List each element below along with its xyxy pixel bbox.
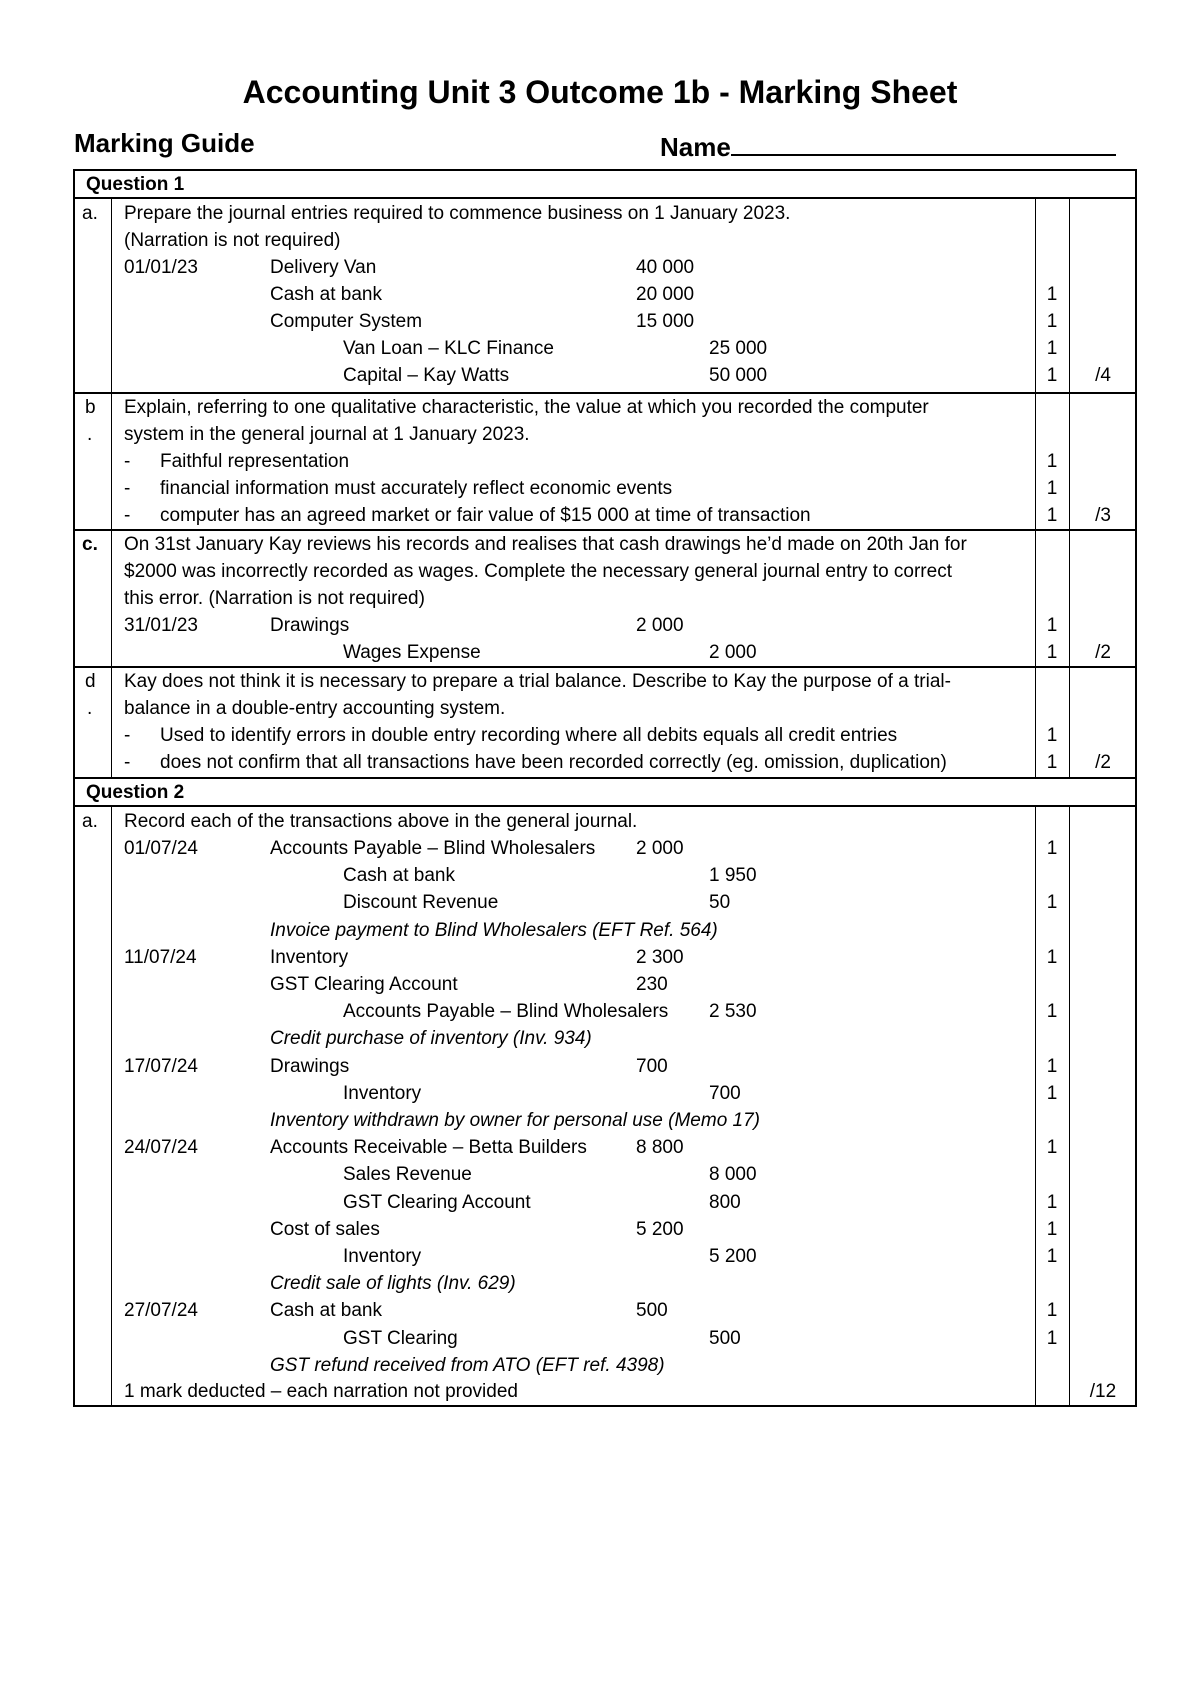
mark-value: 1 — [1046, 505, 1058, 526]
mark-value: 1 — [1046, 1082, 1058, 1104]
marking-guide-heading: Marking Guide — [74, 128, 255, 158]
account-name: Accounts Receivable – Betta Builders — [270, 1137, 587, 1159]
mark-value: 1 — [1046, 1246, 1058, 1267]
column-divider — [111, 197, 112, 392]
mark-value: 1 — [1046, 311, 1058, 332]
part-total: /2 — [1095, 752, 1111, 773]
narration: Credit purchase of inventory (Inv. 934) — [270, 1028, 592, 1050]
mark-value: 1 — [1046, 615, 1058, 636]
credit-amount: 500 — [709, 1327, 741, 1349]
credit-amount: 2 530 — [709, 1001, 757, 1023]
account-name: Discount Revenue — [343, 892, 499, 914]
debit-amount: 40 000 — [636, 257, 695, 278]
debit-amount: 500 — [636, 1300, 668, 1322]
account-name: Inventory — [343, 1082, 422, 1104]
part-a-prompt: Prepare the journal entries required to commence business on 1 January 2023. — [124, 203, 791, 224]
q2-part-a-letter: a. — [82, 811, 98, 832]
debit-amount: 2 000 — [636, 838, 684, 859]
credit-amount: 1 950 — [709, 865, 757, 887]
column-divider — [111, 392, 112, 777]
mark-value: 1 — [1046, 642, 1058, 663]
mark-value: 1 — [1046, 365, 1058, 386]
credit-amount: 50 000 — [709, 365, 768, 386]
debit-amount: 2 000 — [636, 615, 684, 636]
mark-value: 1 — [1046, 1055, 1058, 1077]
bullet-dash: - — [124, 478, 131, 499]
debit-amount: 700 — [636, 1055, 668, 1077]
account-name: GST Clearing Account — [270, 974, 458, 995]
part-b-letter: b — [85, 397, 96, 418]
account-name: Van Loan – KLC Finance — [343, 338, 554, 359]
mark-value: 1 — [1046, 451, 1058, 472]
debit-amount: 5 200 — [636, 1218, 684, 1240]
account-name: Capital – Kay Watts — [343, 365, 510, 386]
part-d-prompt: Kay does not think it is necessary to prepare a trial balance. Describe to Kay the purpose of a trial- — [124, 671, 951, 692]
account-name: Sales Revenue — [343, 1164, 472, 1186]
narration: Invoice payment to Blind Wholesalers (EFT Ref. 564) — [270, 919, 718, 941]
credit-amount: 800 — [709, 1191, 741, 1213]
account-name: GST Clearing — [343, 1327, 458, 1349]
row-divider — [73, 777, 1137, 779]
part-total: /12 — [1089, 1381, 1117, 1402]
bullet-dash: - — [124, 451, 131, 472]
debit-amount: 15 000 — [636, 311, 695, 332]
account-name: Drawings — [270, 1055, 350, 1077]
part-c-prompt: $2000 was incorrectly recorded as wages. Complete the necessary general journal entry to correct — [124, 561, 952, 582]
name-field — [660, 128, 1116, 163]
part-c-prompt: On 31st January Kay reviews his records and realises that cash drawings he’d made on 20th Jan for — [124, 534, 967, 555]
part-d-prompt: balance in a double-entry accounting system. — [124, 698, 506, 719]
account-name: Cash at bank — [270, 1300, 382, 1322]
narration-deduction-note: 1 mark deducted – each narration not provided — [124, 1381, 518, 1402]
q2-part-a-prompt: Record each of the transactions above in the general journal. — [124, 811, 638, 832]
page-title: Accounting Unit 3 Outcome 1b - Marking Sheet — [242, 74, 958, 110]
account-name: Inventory — [343, 1246, 422, 1267]
account-name: Wages Expense — [343, 642, 481, 663]
narration: Credit sale of lights (Inv. 629) — [270, 1273, 516, 1295]
debit-amount: 230 — [636, 974, 668, 995]
account-name: Accounts Payable – Blind Wholesalers — [270, 838, 596, 859]
mark-value: 1 — [1046, 338, 1058, 359]
part-c-letter: c. — [82, 534, 98, 555]
mark-value: 1 — [1046, 725, 1058, 746]
column-divider — [1035, 805, 1036, 1407]
narration: Inventory withdrawn by owner for personal use (Memo 17) — [270, 1110, 761, 1131]
bullet-dash: - — [124, 752, 131, 773]
answer-point: computer has an agreed market or fair value of $15 000 at time of transaction — [160, 505, 811, 526]
name-line — [731, 128, 1116, 156]
part-a-note: (Narration is not required) — [124, 230, 341, 251]
journal-date: 31/01/23 — [124, 615, 198, 636]
part-total: /2 — [1095, 642, 1111, 663]
journal-date: 01/07/24 — [124, 838, 198, 859]
question-1-heading: Question 1 — [86, 174, 185, 195]
credit-amount: 5 200 — [709, 1246, 757, 1267]
mark-value: 1 — [1046, 1218, 1058, 1240]
account-name: Inventory — [270, 946, 349, 968]
bullet-dash: - — [124, 505, 131, 526]
debit-amount: 20 000 — [636, 284, 695, 305]
question-2-heading: Question 2 — [86, 782, 185, 803]
column-divider — [111, 805, 112, 1407]
debit-amount: 8 800 — [636, 1137, 684, 1159]
mark-value: 1 — [1046, 1191, 1058, 1213]
column-divider — [1035, 197, 1036, 777]
credit-amount: 25 000 — [709, 338, 768, 359]
journal-date: 11/07/24 — [124, 946, 197, 968]
answer-point: financial information must accurately reflect economic events — [160, 478, 673, 499]
credit-amount: 50 — [709, 892, 731, 914]
account-name: Drawings — [270, 615, 350, 636]
credit-amount: 2 000 — [709, 642, 757, 663]
account-name: Computer System — [270, 311, 423, 332]
mark-value: 1 — [1046, 284, 1058, 305]
column-divider — [1069, 197, 1070, 777]
name-label: Name — [660, 132, 731, 162]
marking-table — [73, 169, 1137, 1407]
row-divider — [73, 805, 1137, 807]
part-b-prompt: system in the general journal at 1 January 2023. — [124, 424, 530, 445]
mark-value: 1 — [1046, 1137, 1058, 1159]
part-d-letter-dot: . — [87, 698, 93, 719]
journal-date: 24/07/24 — [124, 1137, 198, 1159]
debit-amount: 2 300 — [636, 946, 684, 968]
account-name: Accounts Payable – Blind Wholesalers — [343, 1001, 669, 1023]
mark-value: 1 — [1046, 1001, 1058, 1023]
account-name: Cost of sales — [270, 1218, 380, 1240]
journal-date: 01/01/23 — [124, 257, 198, 278]
part-total: /3 — [1095, 505, 1111, 526]
bullet-dash: - — [124, 725, 131, 746]
mark-value: 1 — [1046, 752, 1058, 773]
mark-value: 1 — [1046, 1300, 1058, 1322]
answer-point: does not confirm that all transactions have been recorded correctly (eg. omission, duplication) — [160, 752, 947, 773]
mark-value: 1 — [1046, 946, 1058, 968]
part-b-letter-dot: . — [87, 424, 93, 445]
narration: GST refund received from ATO (EFT ref. 4398) — [270, 1354, 665, 1376]
credit-amount: 700 — [709, 1082, 741, 1104]
credit-amount: 8 000 — [709, 1164, 757, 1186]
answer-point: Faithful representation — [160, 451, 350, 472]
account-name: GST Clearing Account — [343, 1191, 531, 1213]
account-name: Delivery Van — [270, 257, 377, 278]
part-d-letter: d — [85, 671, 96, 692]
account-name: Cash at bank — [270, 284, 382, 305]
mark-value: 1 — [1046, 892, 1058, 914]
part-a-letter: a. — [82, 203, 98, 224]
part-total: /4 — [1095, 365, 1111, 386]
row-divider — [73, 197, 1137, 199]
mark-value: 1 — [1046, 478, 1058, 499]
column-divider — [1069, 805, 1070, 1407]
mark-value: 1 — [1046, 838, 1058, 859]
answer-point: Used to identify errors in double entry recording where all debits equals all credit entries — [160, 725, 898, 746]
part-b-prompt: Explain, referring to one qualitative characteristic, the value at which you recorded the computer — [124, 397, 929, 418]
part-c-prompt: this error. (Narration is not required) — [124, 588, 425, 609]
journal-date: 17/07/24 — [124, 1055, 198, 1077]
account-name: Cash at bank — [343, 865, 455, 887]
journal-date: 27/07/24 — [124, 1300, 198, 1322]
mark-value: 1 — [1046, 1327, 1058, 1349]
